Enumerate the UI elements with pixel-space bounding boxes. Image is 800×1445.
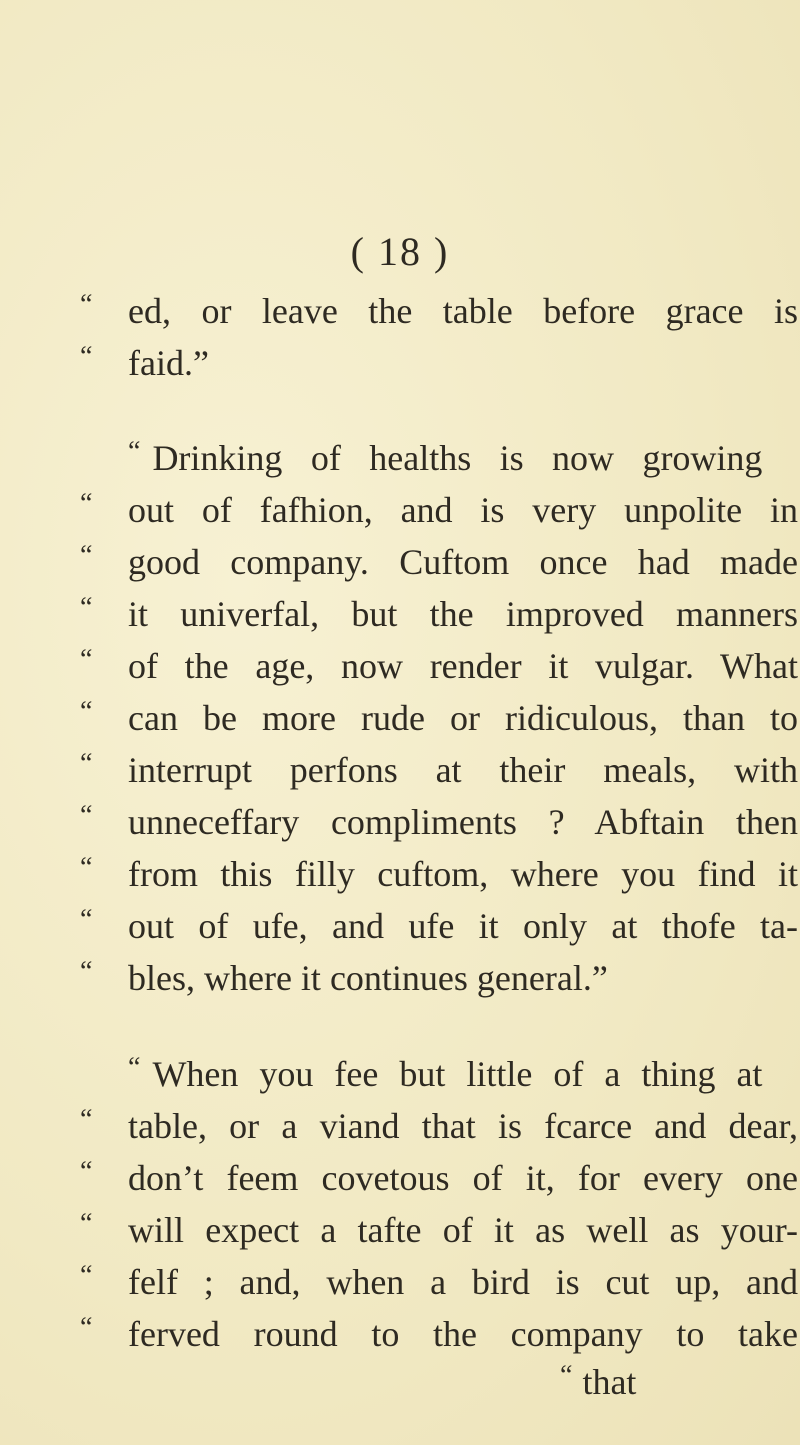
text-line — [80, 640, 798, 692]
line-text: ferved round to the company to take — [128, 1314, 798, 1354]
quote-mark: “ — [80, 1260, 93, 1291]
quote-mark: “ — [80, 289, 93, 320]
catchword-text: that — [582, 1362, 637, 1402]
quote-mark: “ — [80, 852, 93, 883]
line-text: good company. Cuftom once had made — [128, 542, 798, 582]
text-line — [80, 1100, 798, 1152]
text-line — [80, 337, 798, 389]
text-line — [80, 900, 798, 952]
page-number: ( 18 ) — [350, 229, 450, 274]
line-text: it univerfal, but the improved manners — [128, 594, 798, 634]
line-text: don’t feem covetous of it, for every one — [128, 1158, 798, 1198]
text-line — [80, 484, 798, 536]
line-text: of the age, now render it vulgar. What — [128, 646, 798, 686]
quote-mark: “ — [128, 1052, 141, 1083]
line-text: ed, or leave the table before grace is — [128, 291, 798, 331]
line-text: can be more rude or ridiculous, than to — [128, 698, 798, 738]
line-text: table, or a viand that is fcarce and dear, — [128, 1106, 798, 1146]
line-text: out of fafhion, and is very unpolite in — [128, 490, 798, 530]
text-line — [80, 1256, 798, 1308]
quote-mark: “ — [128, 436, 141, 467]
catchword — [560, 1356, 636, 1408]
quote-mark: “ — [80, 1104, 93, 1135]
quote-mark: “ — [80, 1208, 93, 1239]
line-text: felf ; and, when a bird is cut up, and — [128, 1262, 798, 1302]
text-line — [80, 744, 798, 796]
quote-mark: “ — [80, 800, 93, 831]
quote-mark: “ — [80, 488, 93, 519]
line-text: Drinking of healths is now growing — [152, 438, 763, 478]
quote-mark: “ — [80, 956, 93, 987]
line-text: interrupt perfons at their meals, with — [128, 750, 798, 790]
line-text: bles, where it continues general.” — [128, 958, 608, 998]
text-line — [128, 1048, 762, 1100]
quote-mark: “ — [80, 1156, 93, 1187]
quote-mark: “ — [80, 696, 93, 727]
quote-mark: “ — [80, 540, 93, 571]
text-line — [80, 952, 798, 1004]
line-text: When you fee but little of a thing at — [152, 1054, 763, 1094]
line-text: unneceffary compliments ? Abftain then — [128, 802, 798, 842]
text-line — [80, 796, 798, 848]
line-text: from this filly cuftom, where you find it — [128, 854, 798, 894]
text-line — [80, 588, 798, 640]
line-text: faid.” — [128, 343, 209, 383]
text-line — [80, 536, 798, 588]
text-line — [80, 692, 798, 744]
text-line — [80, 848, 798, 900]
quote-mark: “ — [80, 748, 93, 779]
line-text: out of ufe, and ufe it only at thofe ta- — [128, 906, 798, 946]
quote-mark: “ — [560, 1360, 573, 1391]
quote-mark: “ — [80, 341, 93, 372]
quote-mark: “ — [80, 904, 93, 935]
text-line — [80, 285, 798, 337]
quote-mark: “ — [80, 592, 93, 623]
text-line — [128, 432, 762, 484]
text-line — [80, 1308, 798, 1360]
text-line — [80, 1152, 798, 1204]
quote-mark: “ — [80, 644, 93, 675]
quote-mark: “ — [80, 1312, 93, 1343]
line-text: will expect a tafte of it as well as your- — [128, 1210, 798, 1250]
text-line — [80, 1204, 798, 1256]
